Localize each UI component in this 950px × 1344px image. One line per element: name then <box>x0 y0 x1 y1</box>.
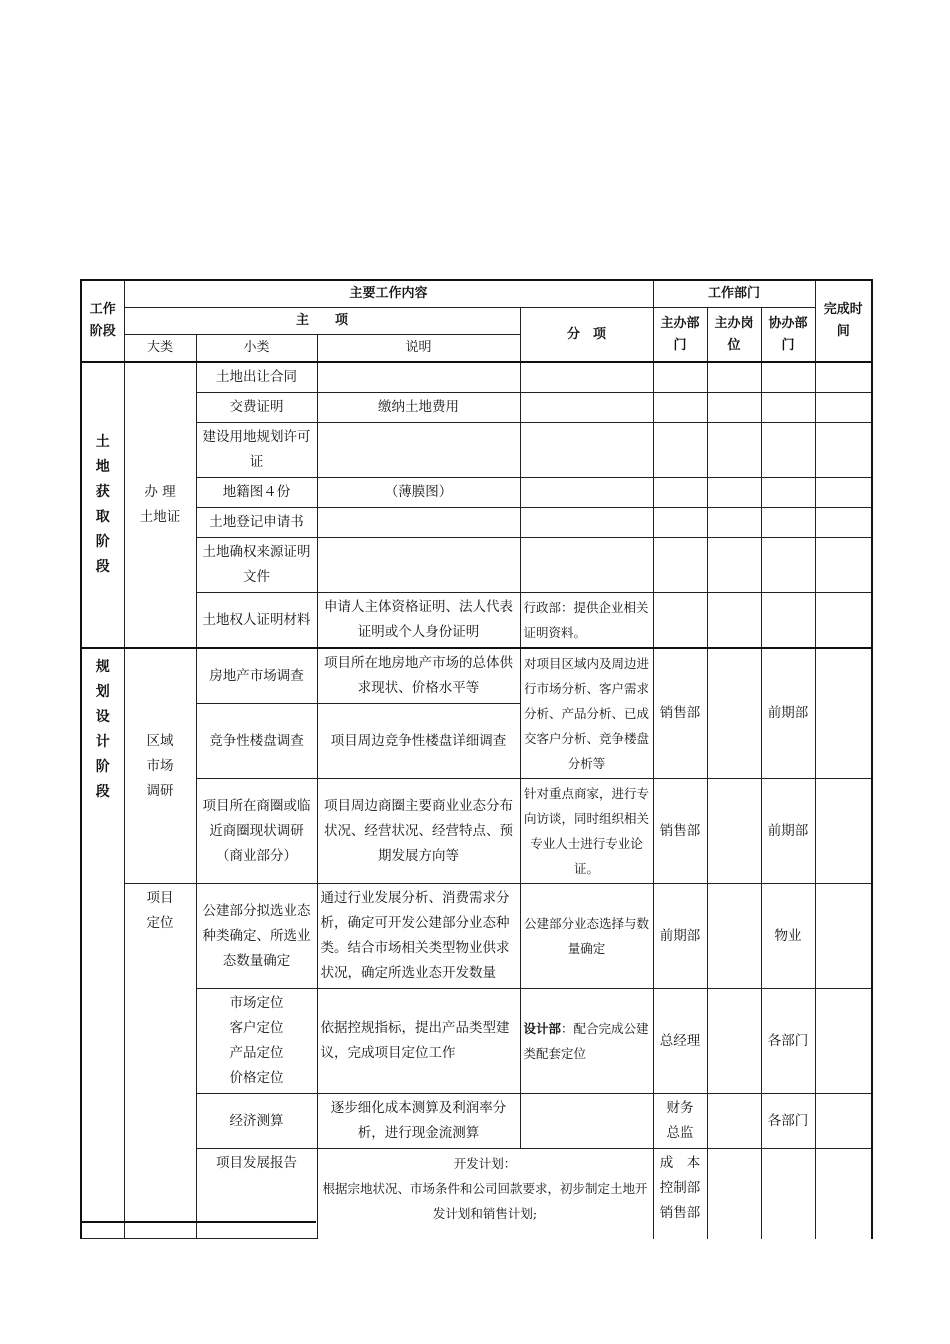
stage-char: 划 <box>95 684 110 700</box>
header-description: 说明 <box>317 335 520 363</box>
lead-dept: 成 本 控制部 销售部 <box>653 1149 707 1239</box>
stage-char: 规 <box>95 659 110 675</box>
subcategory: 土地登记申请书 <box>196 508 317 538</box>
description: 项目所在地房地产市场的总体供求现状、价格水平等 <box>317 648 520 704</box>
lead-dept: 总经理 <box>653 989 707 1094</box>
stage-char: 地 <box>95 459 110 475</box>
category-land-cert: 办 理 土地证 <box>124 362 196 648</box>
category-positioning: 项目 定位 <box>124 884 196 1239</box>
subcategory: 项目所在商圈或临近商圈现状调研（商业部分） <box>196 779 317 884</box>
description: 逐步细化成本测算及利润率分析，进行现金流测算 <box>317 1094 520 1149</box>
description: 缴纳土地费用 <box>317 393 520 423</box>
subcategory: 市场定位 客户定位 产品定位 价格定位 <box>196 989 317 1094</box>
description: （薄膜图） <box>317 478 520 508</box>
subcategory: 土地权人证明材料 <box>196 593 317 649</box>
subcategory: 竞争性楼盘调查 <box>196 704 317 779</box>
branch-dept: 设计部 <box>523 1021 562 1036</box>
header-completion-time: 完成时间 <box>815 280 872 362</box>
branch: 公建部分业态选择与数量确定 <box>520 884 653 989</box>
header-work-dept: 工作部门 <box>653 280 815 308</box>
description <box>317 508 520 538</box>
subcategory: 项目发展报告 <box>196 1149 317 1239</box>
description: 通过行业发展分析、消费需求分析，确定可开发公建部分业态种类。结合市场相关类型物业供求状况，确定所选业态开发数量 <box>317 884 520 989</box>
subcategory: 房地产市场调查 <box>196 648 317 704</box>
description: 项目周边竞争性楼盘详细调查 <box>317 704 520 779</box>
category-market-research: 区域 市场 调研 <box>124 648 196 884</box>
stage-char: 取 <box>95 509 110 525</box>
stage-land-acquisition <box>81 362 124 648</box>
development-plan <box>317 1149 653 1239</box>
description: 项目周边商圈主要商业业态分布状况、经营状况、经营特点、预期发展方向等 <box>317 779 520 884</box>
work-plan-table <box>80 279 873 1239</box>
plan-title: 开发计划： <box>453 1156 517 1171</box>
branch <box>520 362 653 393</box>
lead-dept: 销售部 <box>653 648 707 779</box>
description <box>317 362 520 393</box>
assist-dept: 各部门 <box>761 1094 815 1149</box>
branch: 针对重点商家，进行专向访谈，同时组织相关专业人士进行专业论证。 <box>520 779 653 884</box>
table-bottom-border <box>80 1221 316 1223</box>
stage-char: 设 <box>95 709 110 725</box>
lead-dept: 财务 总监 <box>653 1094 707 1149</box>
plan-text: 根据宗地状况、市场条件和公司回款要求，初步制定土地开发计划和销售计划; <box>322 1181 648 1221</box>
header-lead-dept: 主办部门 <box>653 308 707 363</box>
assist-dept: 各部门 <box>761 989 815 1094</box>
stage-char: 段 <box>95 559 110 575</box>
branch-text: ：配合完成公建类配套定位 <box>523 1021 649 1061</box>
lead-dept: 前期部 <box>653 884 707 989</box>
subcategory: 土地确权来源证明文件 <box>196 538 317 593</box>
stage-planning-design <box>81 648 124 1239</box>
subcategory: 公建部分拟选业态种类确定、所选业态数量确定 <box>196 884 317 989</box>
subcategory: 建设用地规划许可证 <box>196 423 317 478</box>
stage-char: 土 <box>95 434 110 450</box>
subcategory: 交费证明 <box>196 393 317 423</box>
subcategory: 地籍图４份 <box>196 478 317 508</box>
stage-char: 计 <box>95 734 110 750</box>
header-main-item: 主 项 <box>124 308 520 335</box>
branch: 对项目区域内及周边进行市场分析、客户需求分析、产品分析、已成交客户分析、竞争楼盘分析等 <box>520 648 653 779</box>
assist-dept: 物业 <box>761 884 815 989</box>
stage-char: 获 <box>95 484 110 500</box>
lead-dept: 销售部 <box>653 779 707 884</box>
header-subcategory: 小类 <box>196 335 317 363</box>
subcategory: 土地出让合同 <box>196 362 317 393</box>
header-category: 大类 <box>124 335 196 363</box>
subcategory: 经济测算 <box>196 1094 317 1149</box>
description: 申请人主体资格证明、法人代表证明或个人身份证明 <box>317 593 520 649</box>
assist-dept: 前期部 <box>761 648 815 779</box>
branch: 行政部：提供企业相关证明资料。 <box>520 593 653 649</box>
stage-char: 段 <box>95 784 110 800</box>
branch <box>520 989 653 1094</box>
stage-char: 阶 <box>95 759 110 775</box>
header-main-content: 主要工作内容 <box>124 280 653 308</box>
header-lead-post: 主办岗位 <box>707 308 761 363</box>
description <box>317 538 520 593</box>
assist-dept: 前期部 <box>761 779 815 884</box>
description: 依据控规指标，提出产品类型建议，完成项目定位工作 <box>317 989 520 1094</box>
description <box>317 423 520 478</box>
stage-char: 阶 <box>95 534 110 550</box>
header-stage: 工作阶段 <box>81 280 124 362</box>
header-assist-dept: 协办部门 <box>761 308 815 363</box>
header-sub-item: 分 项 <box>520 308 653 363</box>
